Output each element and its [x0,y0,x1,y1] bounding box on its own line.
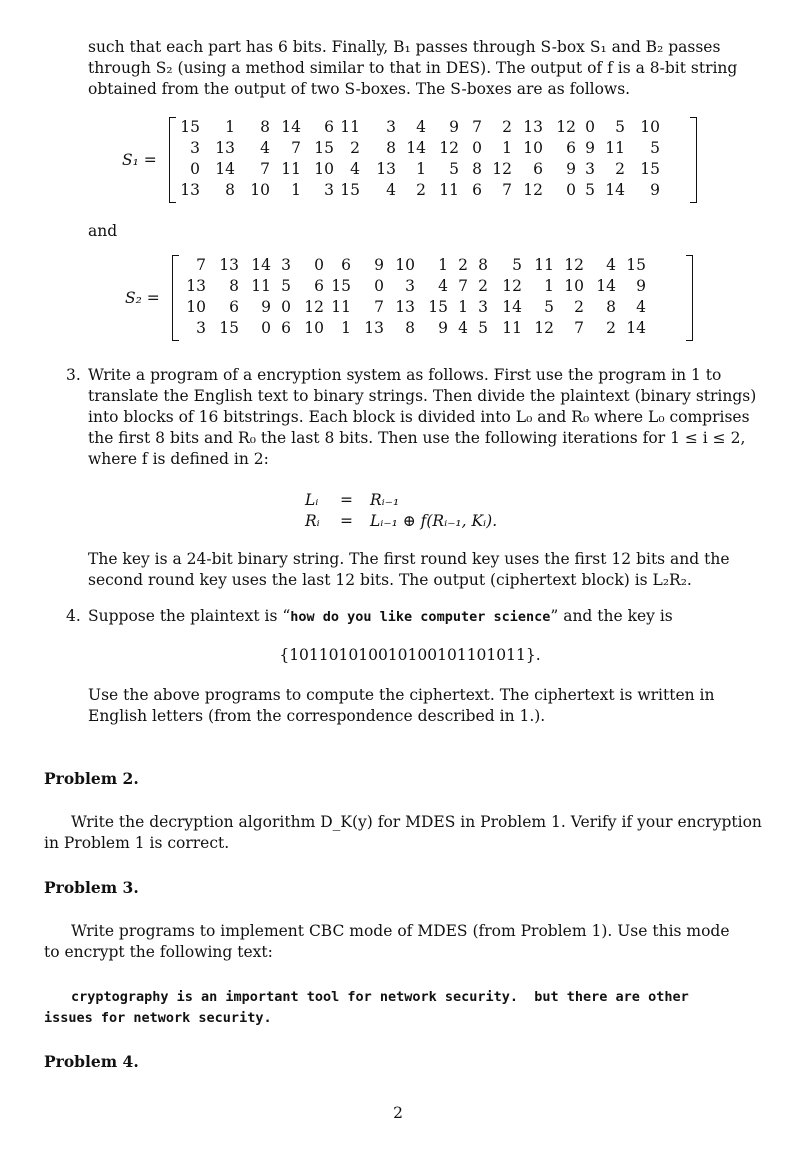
s1-cell: 5 [449,160,459,178]
s1-cell: 14 [215,160,235,178]
s2-cell: 9 [438,319,448,337]
s1-cell: 0 [190,160,200,178]
s1-cell: 3 [324,181,334,199]
item-4-after-line-2: English letters (from the correspondence described in 1.). [88,707,546,725]
plaintext: how do you like computer science [290,609,551,625]
s1-row [170,159,660,180]
s2-cell: 0 [314,256,324,274]
s2-matrix [172,255,693,341]
s1-cell: 10 [640,118,660,136]
s1-cell: 12 [556,118,576,136]
s1-cell: 9 [449,118,459,136]
s2-cell: 9 [261,298,271,316]
s2-cell: 15 [428,298,448,316]
s1-cell: 2 [502,118,512,136]
s2-row [173,318,646,339]
s1-row [170,138,660,159]
s1-cell: 8 [472,160,482,178]
s2-cell: 12 [502,277,522,295]
s2-cell: 14 [596,277,616,295]
s1-cell: 3 [190,139,200,157]
s2-cell: 11 [502,319,522,337]
s2-cell: 15 [219,319,239,337]
s1-cell: 12 [439,139,459,157]
s2-cell: 10 [304,319,324,337]
s2-row [173,255,646,276]
s1-cell: 13 [180,181,200,199]
s1-cell: 14 [281,118,301,136]
eq2-lhs: Rᵢ [305,512,320,530]
s2-cell: 7 [374,298,384,316]
s1-cell: 0 [566,181,576,199]
s2-row [173,276,646,297]
s2-cell: 6 [314,277,324,295]
s2-cell: 3 [196,319,206,337]
eq1-rhs: Rᵢ₋₁ [370,491,400,509]
s2-cell: 12 [304,298,324,316]
s1-cell: 14 [605,181,625,199]
problem-3-line-1: Write programs to implement CBC mode of MDES (from Problem 1). Use this mode [71,922,730,940]
s2-cell: 4 [438,277,448,295]
s1-cell: 4 [350,160,360,178]
s1-cell: 14 [406,139,426,157]
item-3-number: 3. [66,366,81,384]
s2-cell: 7 [458,277,468,295]
code-line-2: issues for network security. [44,1010,272,1026]
s1-cell: 9 [650,181,660,199]
s1-cell: 11 [340,118,360,136]
item-4-pre: Suppose the plaintext is “ [88,607,291,625]
s2-cell: 13 [219,256,239,274]
s1-cell: 4 [386,181,396,199]
item-3-line-3: into blocks of 16 bitstrings. Each block is divided into L₀ and R₀ where L₀ comprises [88,408,750,426]
item-4-number: 4. [66,607,81,625]
s1-cell: 7 [260,160,270,178]
s1-cell: 8 [225,181,235,199]
problem-2-line-1: Write the decryption algorithm D_K(y) for MDES in Problem 1. Verify if your encryption [71,813,762,831]
s2-cell: 12 [564,256,584,274]
item-4-post: ” and the key is [550,607,673,625]
intro-line-3: obtained from the output of two S-boxes. The S-boxes are as follows. [88,80,631,98]
s1-cell: 1 [225,118,235,136]
s2-cell: 11 [251,277,271,295]
problem-3-line-2: to encrypt the following text: [44,943,273,961]
s2-cell: 6 [281,319,291,337]
s2-cell: 0 [281,298,291,316]
s2-cell: 1 [544,277,554,295]
s1-cell: 10 [523,139,543,157]
s1-cell: 11 [439,181,459,199]
s1-cell: 9 [585,139,595,157]
s2-cell: 11 [331,298,351,316]
s2-cell: 14 [502,298,522,316]
s1-cell: 4 [260,139,270,157]
eq1-lhs: Lᵢ [305,491,319,509]
s2-cell: 9 [374,256,384,274]
item-3-line-4: the first 8 bits and R₀ the last 8 bits. Then use the following iterations for 1 ≤ i ≤ 2, [88,429,746,447]
s1-cell: 4 [416,118,426,136]
s2-cell: 11 [534,256,554,274]
intro-line-2: through S₂ (using a method similar to that in DES). The output of f is a 8-bit string [88,59,738,77]
item-3-line-1: Write a program of a encryption system as follows. First use the program in 1 to [88,366,722,384]
s1-cell: 7 [291,139,301,157]
s2-cell: 10 [395,256,415,274]
intro-line-1: such that each part has 6 bits. Finally, B₁ passes through S-box S₁ and B₂ passes [88,38,721,56]
s2-cell: 8 [478,256,488,274]
s1-cell: 12 [492,160,512,178]
s2-cell: 1 [458,298,468,316]
eq1-sign: = [340,491,353,509]
s1-cell: 1 [291,181,301,199]
s1-cell: 7 [502,181,512,199]
s2-cell: 6 [341,256,351,274]
s2-cell: 9 [636,277,646,295]
problem-2-line-2: in Problem 1 is correct. [44,834,230,852]
s1-cell: 3 [585,160,595,178]
s2-cell: 4 [458,319,468,337]
s2-cell: 2 [458,256,468,274]
s1-row [170,180,660,201]
s1-cell: 12 [523,181,543,199]
s2-cell: 5 [478,319,488,337]
s2-cell: 5 [512,256,522,274]
s1-cell: 15 [314,139,334,157]
s2-cell: 14 [626,319,646,337]
s2-cell: 7 [196,256,206,274]
s2-cell: 15 [626,256,646,274]
s2-cell: 6 [229,298,239,316]
s1-cell: 7 [472,118,482,136]
s2-cell: 3 [405,277,415,295]
s2-cell: 2 [606,319,616,337]
s1-cell: 0 [585,118,595,136]
s1-cell: 5 [615,118,625,136]
s1-cell: 13 [376,160,396,178]
problem-2-heading: Problem 2. [44,769,139,788]
s1-cell: 15 [180,118,200,136]
s2-cell: 3 [478,298,488,316]
s1-cell: 1 [416,160,426,178]
s2-cell: 4 [606,256,616,274]
item-3-line-2: translate the English text to binary strings. Then divide the plaintext (binary strings) [88,387,757,405]
s2-row [173,297,646,318]
s1-cell: 11 [605,139,625,157]
s1-cell: 1 [502,139,512,157]
s2-cell: 14 [251,256,271,274]
s1-cell: 10 [314,160,334,178]
s1-matrix [169,117,697,203]
s1-row [170,117,660,138]
problem-4-heading: Problem 4. [44,1052,139,1071]
s2-label: S₂ = [125,289,160,307]
s1-label: S₁ = [122,151,157,169]
page-number: 2 [393,1104,403,1122]
s1-cell: 13 [523,118,543,136]
s2-cell: 8 [606,298,616,316]
s2-cell: 3 [281,256,291,274]
s2-cell: 15 [331,277,351,295]
s1-cell: 15 [340,181,360,199]
s1-cell: 8 [260,118,270,136]
s2-cell: 1 [341,319,351,337]
item-3-line-5: where f is defined in 2: [88,450,269,468]
s2-cell: 13 [395,298,415,316]
item-3-after-line-1: The key is a 24-bit binary string. The first round key uses the first 12 bits and the [88,550,730,568]
and-text: and [88,222,118,240]
s1-cell: 2 [416,181,426,199]
problem-3-heading: Problem 3. [44,878,139,897]
s2-cell: 2 [574,298,584,316]
s2-cell: 12 [534,319,554,337]
s1-cell: 10 [250,181,270,199]
s2-cell: 5 [281,277,291,295]
code-line-1: cryptography is an important tool for network security. but there are other [71,989,689,1005]
s1-cell: 5 [650,139,660,157]
s2-cell: 7 [574,319,584,337]
s1-cell: 11 [281,160,301,178]
s1-cell: 0 [472,139,482,157]
s2-cell: 13 [364,319,384,337]
key-value: {101101010010100101101011}. [279,646,541,664]
s2-cell: 0 [374,277,384,295]
item-3-after-line-2: second round key uses the last 12 bits. The output (ciphertext block) is L₂R₂. [88,571,692,589]
s1-cell: 13 [215,139,235,157]
s1-cell: 15 [640,160,660,178]
s1-cell: 2 [350,139,360,157]
s2-cell: 10 [564,277,584,295]
s2-cell: 8 [405,319,415,337]
s1-cell: 8 [386,139,396,157]
s1-cell: 6 [533,160,543,178]
s2-cell: 1 [438,256,448,274]
item-4-after-line-1: Use the above programs to compute the ciphertext. The ciphertext is written in [88,686,715,704]
s1-cell: 6 [566,139,576,157]
s2-cell: 4 [636,298,646,316]
item-4-line-1 [88,606,673,628]
eq2-sign: = [340,512,353,530]
s1-cell: 6 [472,181,482,199]
eq2-rhs: Lᵢ₋₁ ⊕ f(Rᵢ₋₁, Kᵢ). [370,512,498,530]
s2-cell: 5 [544,298,554,316]
s2-cell: 8 [229,277,239,295]
s2-cell: 10 [186,298,206,316]
s1-cell: 3 [386,118,396,136]
s1-cell: 9 [566,160,576,178]
s1-cell: 6 [324,118,334,136]
s2-cell: 0 [261,319,271,337]
s2-cell: 13 [186,277,206,295]
s1-cell: 5 [585,181,595,199]
s1-cell: 2 [615,160,625,178]
s2-cell: 2 [478,277,488,295]
